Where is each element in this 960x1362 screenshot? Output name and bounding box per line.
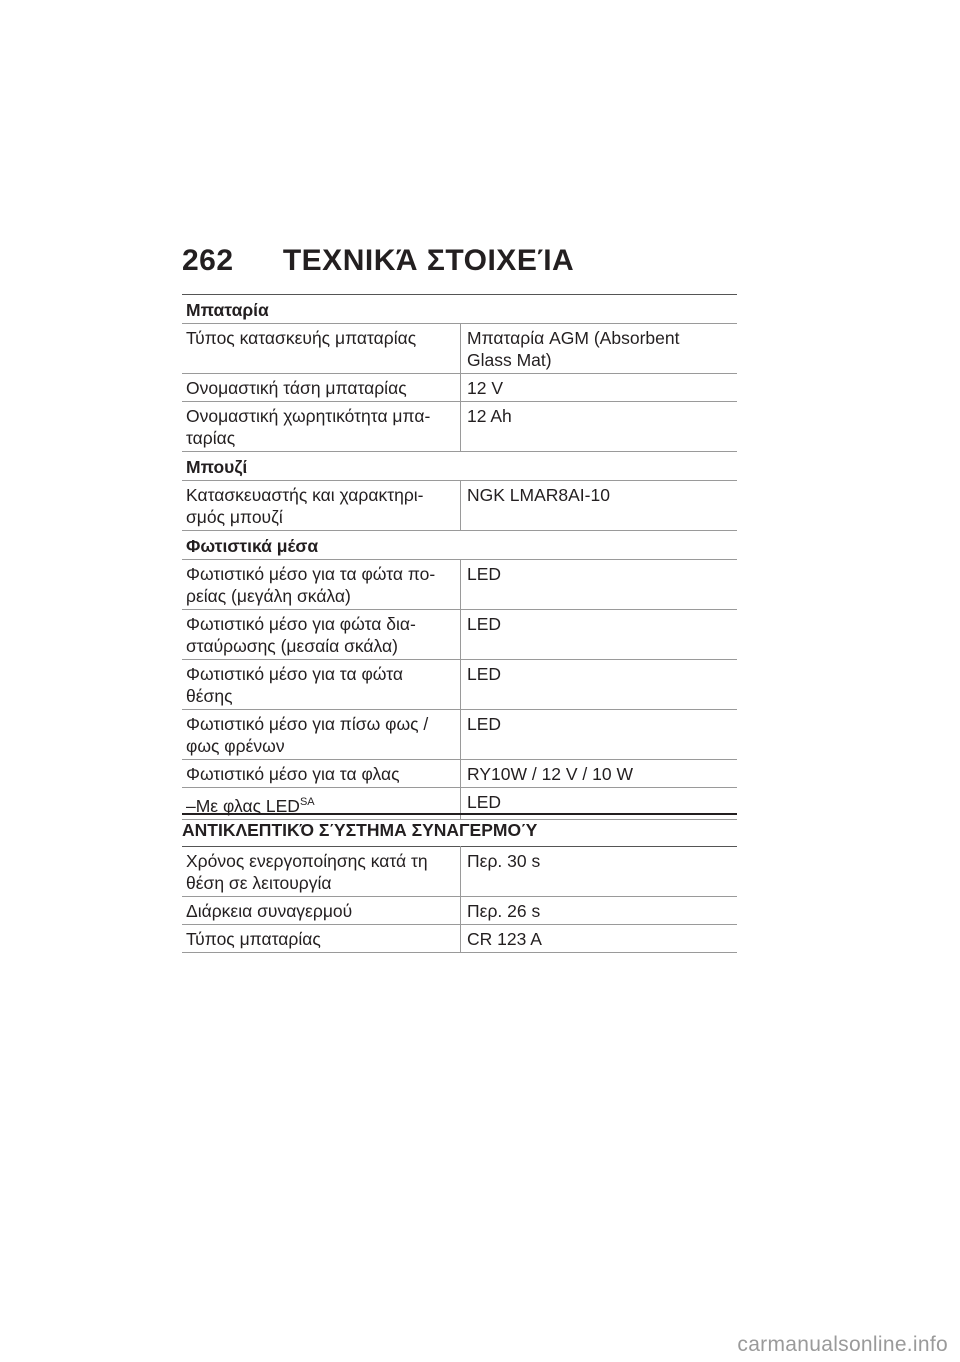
row-value: CR 123 A	[461, 925, 738, 953]
table-row	[182, 925, 737, 953]
row-label: Φωτιστικό μέσο για τα φώτα θέσης	[182, 660, 461, 710]
page-title: ΤΕΧΝΙΚΆ ΣΤΟΙΧΕΊΑ	[282, 244, 575, 277]
row-value: Μπαταρία AGM (Absorbent Glass Mat)	[461, 324, 738, 374]
table-row	[182, 481, 737, 531]
row-value: LED	[461, 788, 738, 820]
table-row	[182, 710, 737, 760]
section-title: Μπουζί	[182, 452, 737, 481]
row-label: Τύπος μπαταρίας	[182, 925, 461, 953]
table-row	[182, 324, 737, 374]
site-watermark: carmanualsonline.info	[737, 1333, 948, 1356]
row-label: Φωτιστικό μέσο για πίσω φως / φως φρένων	[182, 710, 461, 760]
row-label: Ονομαστική χωρητικότητα μπα- ταρίας	[182, 402, 461, 452]
row-label: Φωτιστικό μέσο για τα φώτα πο- ρείας (μεγάλη σκάλα)	[182, 560, 461, 610]
row-label: Διάρκεια συναγερμού	[182, 897, 461, 925]
special-accessory-mark: SA	[299, 796, 315, 808]
row-label: Ονομαστική τάση μπαταρίας	[182, 374, 461, 402]
alarm-section-title: ΑΝΤΙΚΛΕΠΤΙΚΌ ΣΎΣΤΗΜΑ ΣΥΝΑΓΕΡΜΟΎ	[182, 813, 737, 841]
row-value: Περ. 30 s	[461, 847, 738, 897]
section-title: Μπαταρία	[182, 295, 737, 324]
section-heading-spark-plug	[182, 452, 737, 481]
section-title: Φωτιστικά μέσα	[182, 531, 737, 560]
row-label: Χρόνος ενεργοποίησης κατά τη θέση σε λειτουργία	[182, 847, 461, 897]
row-value: 12 Ah	[461, 402, 738, 452]
row-value: LED	[461, 560, 738, 610]
row-value: Περ. 26 s	[461, 897, 738, 925]
table-row	[182, 402, 737, 452]
table-row	[182, 660, 737, 710]
row-value: 12 V	[461, 374, 738, 402]
row-value: LED	[461, 610, 738, 660]
row-value: NGK LMAR8AI-10	[461, 481, 738, 531]
section-heading-lighting	[182, 531, 737, 560]
row-value: LED	[461, 710, 738, 760]
table-row	[182, 610, 737, 660]
row-label: Φωτιστικό μέσο για τα φλας	[182, 760, 461, 788]
section-heading-battery	[182, 295, 737, 324]
row-label: Κατασκευαστής και χαρακτηρι- σμός μπουζί	[182, 481, 461, 531]
page-number: 262	[182, 244, 234, 277]
row-value: LED	[461, 660, 738, 710]
table-row	[182, 847, 737, 897]
technical-data-table	[182, 294, 737, 820]
alarm-data-table	[182, 846, 737, 953]
row-label: Φωτιστικό μέσο για φώτα δια- σταύρωσης (μεσαία σκάλα)	[182, 610, 461, 660]
table-row	[182, 760, 737, 788]
row-label: Τύπος κατασκευής μπαταρίας	[182, 324, 461, 374]
page-header	[182, 244, 574, 278]
table-row	[182, 897, 737, 925]
table-row	[182, 374, 737, 402]
row-value: RY10W / 12 V / 10 W	[461, 760, 738, 788]
table-row	[182, 560, 737, 610]
row-label-text: –Με φλας LED	[186, 796, 300, 816]
